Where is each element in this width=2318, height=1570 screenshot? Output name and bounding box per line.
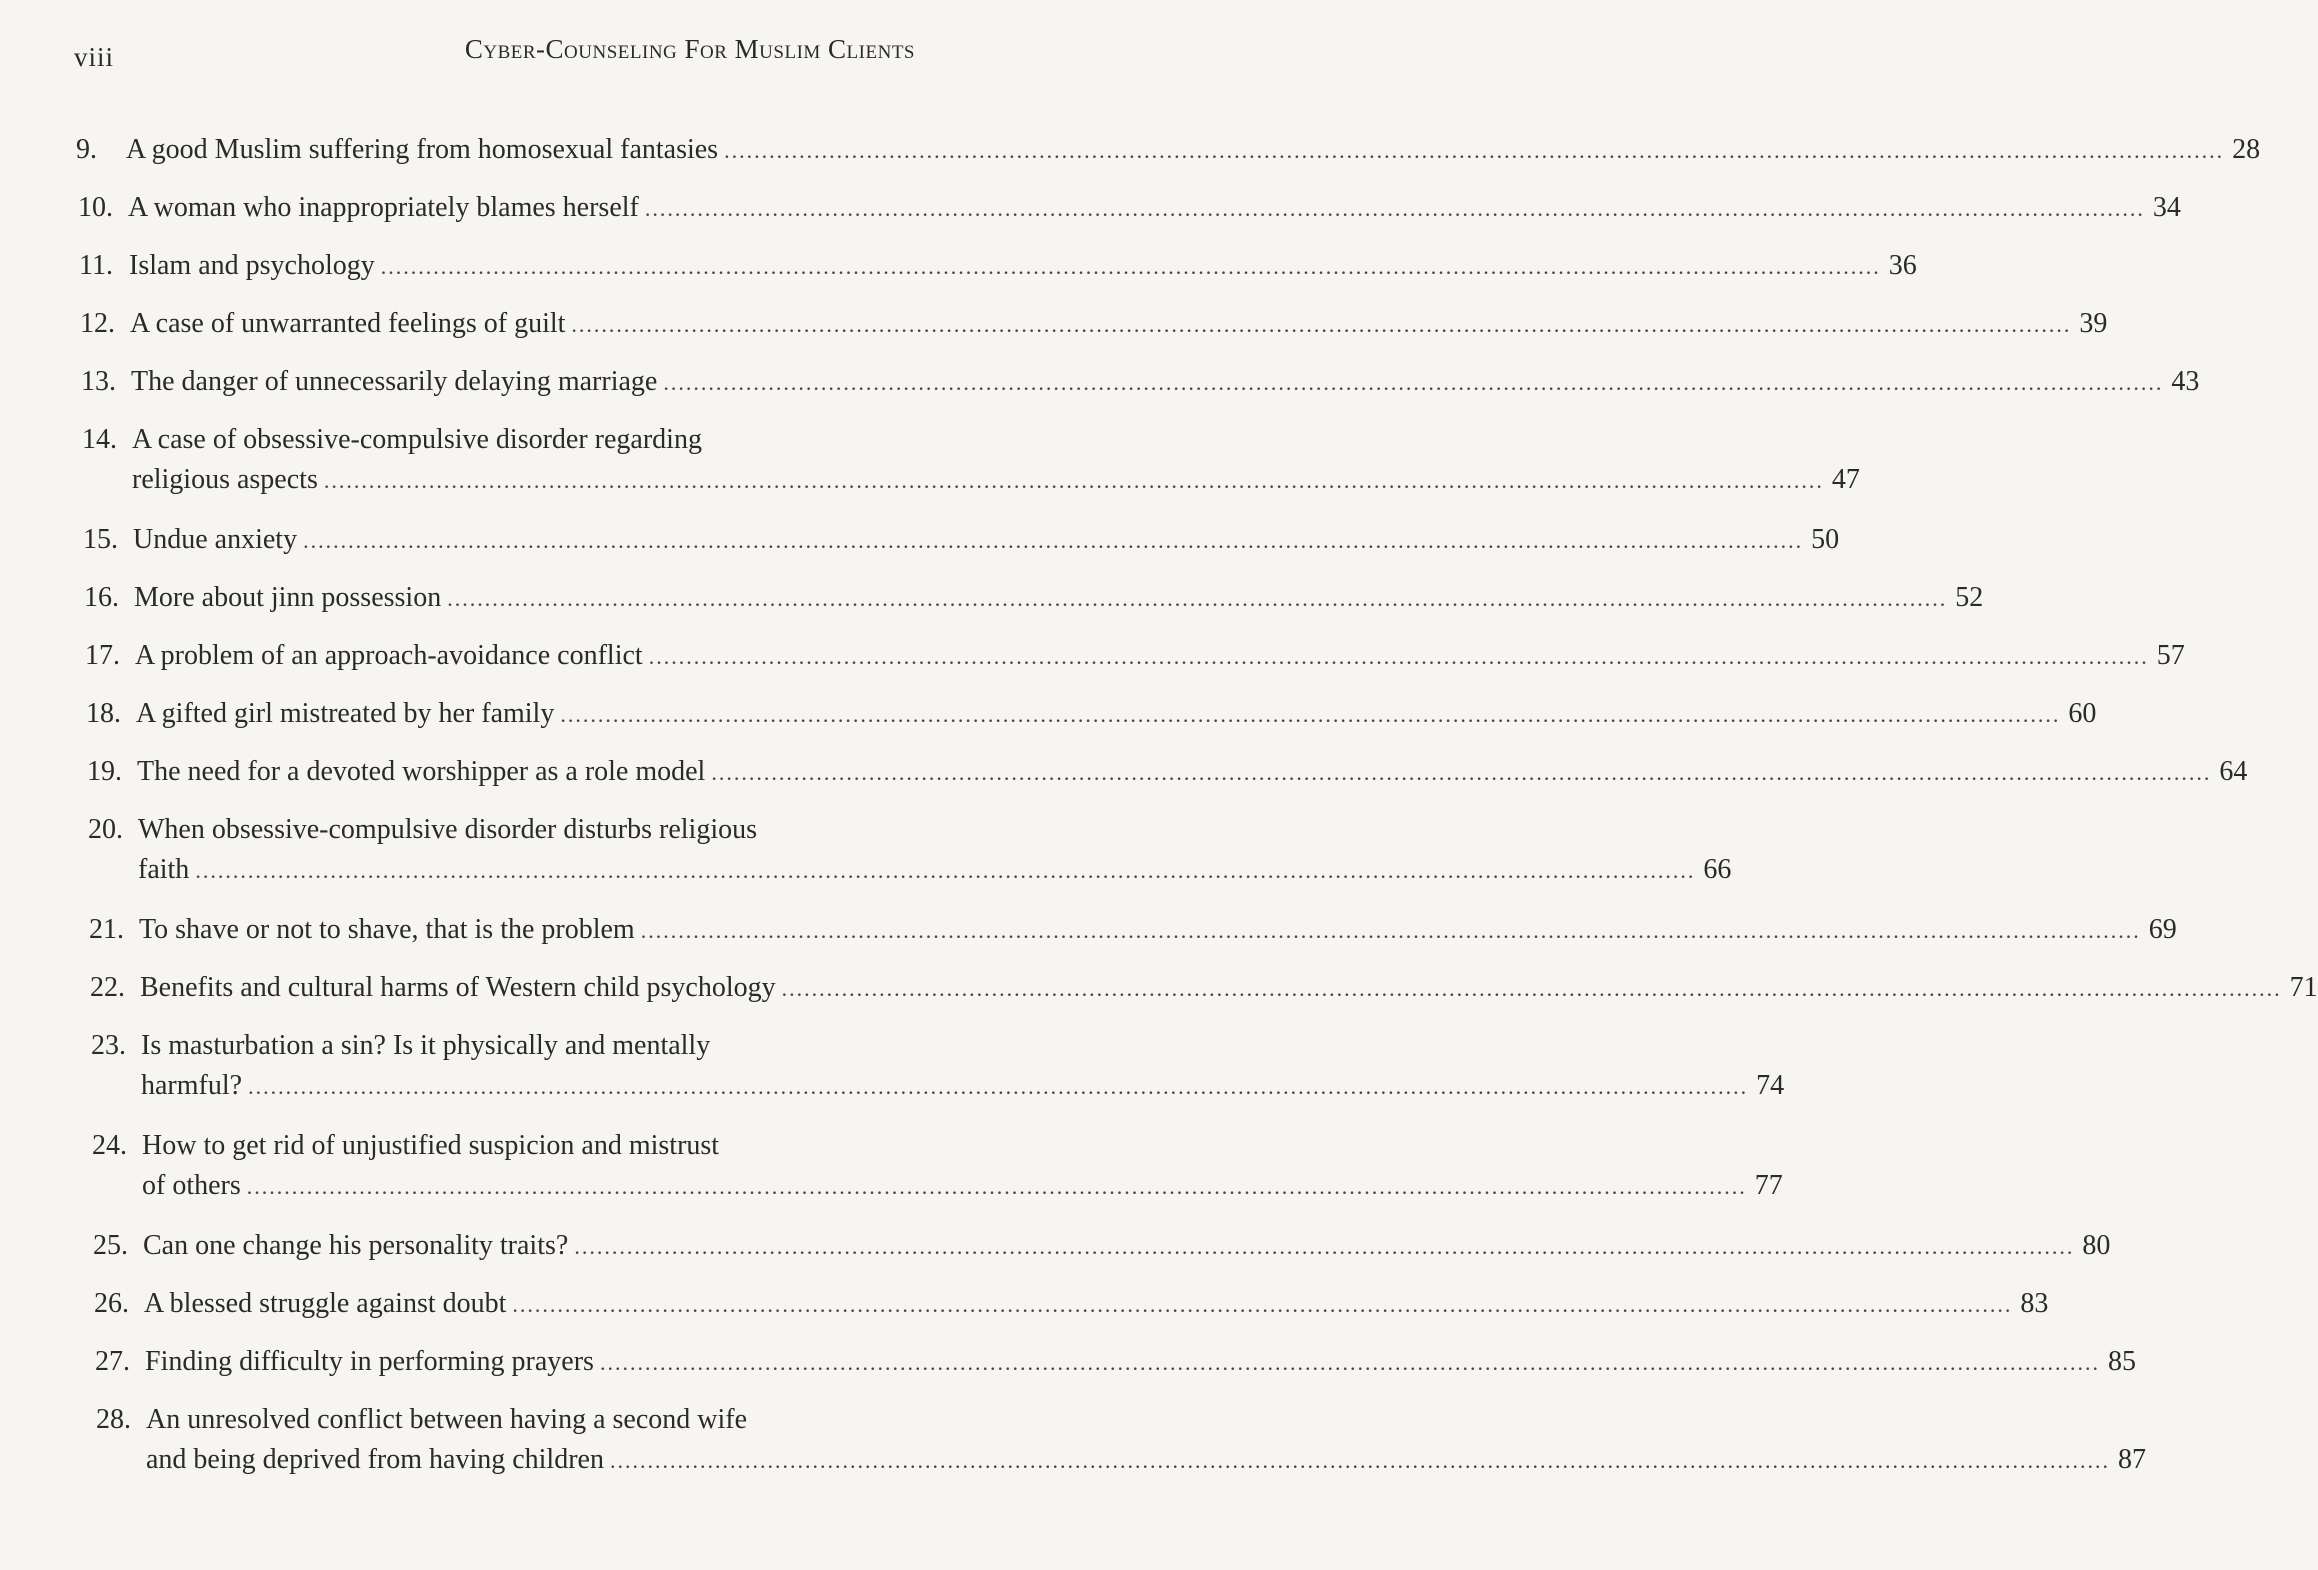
toc-entry [88, 810, 1732, 891]
dot-leader: ........................................................................................................................................................................................................ [571, 312, 2072, 337]
toc-entry-title-line1: An unresolved conflict between having a second wife [146, 1404, 748, 1435]
toc-entry [82, 420, 1860, 501]
toc-entry-number: 23. [91, 1030, 126, 1061]
toc-entry-row [78, 188, 2181, 229]
toc-entry-row [93, 1226, 2111, 1267]
toc-entry-title: Benefits and cultural harms of Western child psychology [140, 972, 776, 1003]
toc-entry-row [95, 1342, 2136, 1383]
dot-leader: ........................................................................................................................................................................................................ [560, 702, 2061, 727]
toc-entry-title: A woman who inappropriately blames herself [128, 192, 639, 223]
toc-entry-number: 13. [81, 366, 116, 397]
toc-entry [93, 1226, 2111, 1267]
toc-entry-page-number: 50 [1811, 524, 1840, 555]
toc-entry-row [87, 752, 2248, 793]
toc-entry-page-number: 66 [1703, 854, 1732, 885]
toc-entry-page-number: 28 [2232, 134, 2261, 165]
toc-entry-row [81, 362, 2200, 403]
toc-entry-number: 25. [93, 1230, 128, 1261]
toc-entry-row [94, 1284, 2049, 1325]
toc-entry [85, 636, 2185, 677]
dot-leader: ........................................................................................................................................................................................................ [248, 1074, 1749, 1099]
toc-entry-page-number: 69 [2148, 914, 2177, 945]
toc-entry-number: 27. [95, 1346, 130, 1377]
toc-entry-row [89, 910, 2177, 951]
toc-entry-row [84, 578, 1984, 619]
toc-entry [91, 1026, 1785, 1107]
dot-leader: ........................................................................................................................................................................................................ [663, 370, 2164, 395]
toc-entry-title-line1: When obsessive-compulsive disorder disturbs religious [138, 814, 758, 845]
dot-leader: ........................................................................................................................................................................................................ [246, 1174, 1747, 1199]
toc-entry [78, 188, 2181, 229]
toc-entry-number: 11. [79, 250, 113, 281]
toc-entry-page-number: 64 [2219, 756, 2248, 787]
toc-entry-title: A blessed struggle against doubt [144, 1288, 507, 1319]
toc-entry-number: 21. [89, 914, 124, 945]
toc-entry-title: religious aspects [132, 464, 318, 495]
toc-entry-title: Islam and psychology [129, 250, 375, 281]
dot-leader: ........................................................................................................................................................................................................ [303, 528, 1804, 553]
toc-entry-row [83, 520, 1840, 561]
page-header [74, 34, 915, 74]
toc-entry-number: 26. [94, 1288, 129, 1319]
toc-entry [90, 968, 2318, 1009]
toc-entry [89, 910, 2177, 951]
toc-entry-page-number: 80 [2082, 1230, 2111, 1261]
toc-entry-title: harmful? [141, 1070, 243, 1101]
toc-entry-row [82, 460, 1860, 501]
toc-entry-page-number: 77 [1754, 1170, 1783, 1201]
toc-entry-number: 16. [84, 582, 119, 613]
dot-leader: ........................................................................................................................................................................................................ [574, 1234, 2075, 1259]
dot-leader: ........................................................................................................................................................................................................ [609, 1448, 2110, 1473]
toc-entry-row [90, 968, 2318, 1009]
toc-entry-row [85, 636, 2185, 677]
toc-entry-number: 15. [83, 524, 118, 555]
toc-entry-row [80, 304, 2108, 345]
toc-entry [76, 130, 2261, 171]
dot-leader: ........................................................................................................................................................................................................ [323, 468, 1824, 493]
dot-leader: ........................................................................................................................................................................................................ [512, 1292, 2013, 1317]
toc-entry [84, 578, 1984, 619]
toc-entry [92, 1126, 1783, 1207]
toc-entry-number: 17. [85, 640, 120, 671]
toc-entry-title: Finding difficulty in performing prayers [145, 1346, 594, 1377]
toc-entry-title: of others [142, 1170, 241, 1201]
toc-entry [96, 1400, 2146, 1481]
toc-entry-page-number: 74 [1756, 1070, 1785, 1101]
toc-entry-number: 28. [96, 1404, 131, 1435]
dot-leader: ........................................................................................................................................................................................................ [380, 254, 1881, 279]
dot-leader: ........................................................................................................................................................................................................ [711, 760, 2212, 785]
toc-entry-title: To shave or not to shave, that is the problem [139, 914, 635, 945]
toc-entry-title: The need for a devoted worshipper as a role model [137, 756, 706, 787]
toc-entry-page-number: 83 [2020, 1288, 2049, 1319]
toc-entry-number: 20. [88, 814, 123, 845]
toc-entry-title: and being deprived from having children [146, 1444, 604, 1475]
toc-entry-row [96, 1440, 2146, 1481]
dot-leader: ........................................................................................................................................................................................................ [644, 196, 2145, 221]
toc-entry-number: 24. [92, 1130, 127, 1161]
toc-entry [95, 1342, 2136, 1383]
toc-entry-number: 9. [76, 134, 97, 165]
toc-entry [86, 694, 2097, 735]
dot-leader: ........................................................................................................................................................................................................ [781, 976, 2282, 1001]
toc-entry-title: Undue anxiety [133, 524, 298, 555]
running-title: Cyber-Counseling For Muslim Clients [464, 34, 915, 64]
toc-entry-number: 22. [90, 972, 125, 1003]
toc-entry-title: A case of unwarranted feelings of guilt [130, 308, 566, 339]
toc-entry-number: 19. [87, 756, 122, 787]
toc-entry-title-line1: How to get rid of unjustified suspicion and mistrust [142, 1130, 720, 1161]
page-number: viii [74, 42, 115, 72]
toc-entry [79, 246, 1917, 287]
toc-entry-row [92, 1166, 1783, 1207]
toc-entry-title: A problem of an approach-avoidance conflict [135, 640, 643, 671]
toc-entry-page-number: 57 [2156, 640, 2185, 671]
toc-entry-page-number: 71 [2289, 972, 2318, 1003]
dot-leader: ........................................................................................................................................................................................................ [195, 858, 1696, 883]
toc-entry-row [79, 246, 1917, 287]
toc-entry-page-number: 43 [2171, 366, 2200, 397]
toc-entry-page-number: 60 [2068, 698, 2097, 729]
toc-entry-page-number: 85 [2107, 1346, 2136, 1377]
toc-entry-page-number: 87 [2117, 1444, 2146, 1475]
toc-entry-row [76, 130, 2261, 171]
toc-entry-title-line1: Is masturbation a sin? Is it physically and mentally [141, 1030, 711, 1061]
toc-entry [80, 304, 2108, 345]
toc-entry-page-number: 39 [2079, 308, 2108, 339]
toc-entry [81, 362, 2200, 403]
dot-leader: ........................................................................................................................................................................................................ [640, 918, 2141, 943]
toc-entry-title-line1: A case of obsessive-compulsive disorder regarding [132, 424, 702, 455]
toc-entry-number: 12. [80, 308, 115, 339]
dot-leader: ........................................................................................................................................................................................................ [724, 138, 2225, 163]
toc-entry-title: More about jinn possession [134, 582, 442, 613]
toc-entry-page-number: 52 [1955, 582, 1984, 613]
toc-entry-row [88, 850, 1732, 891]
toc-entry-title: A good Muslim suffering from homosexual fantasies [126, 134, 719, 165]
toc-entry-title: Can one change his personality traits? [143, 1230, 569, 1261]
toc-entry-number: 18. [86, 698, 121, 729]
toc-entry-title: faith [138, 854, 190, 885]
toc-entry [83, 520, 1840, 561]
toc-entry-title: A gifted girl mistreated by her family [136, 698, 555, 729]
toc-entry-row [91, 1066, 1785, 1107]
dot-leader: ........................................................................................................................................................................................................ [599, 1350, 2100, 1375]
toc-entry-number: 10. [78, 192, 113, 223]
toc-entry [94, 1284, 2049, 1325]
dot-leader: ........................................................................................................................................................................................................ [447, 586, 1948, 611]
toc-entry-title: The danger of unnecessarily delaying marriage [131, 366, 658, 397]
toc-entry-page-number: 36 [1888, 250, 1917, 281]
toc-entry-row [86, 694, 2097, 735]
dot-leader: ........................................................................................................................................................................................................ [648, 644, 2149, 669]
toc-entry-page-number: 47 [1831, 464, 1860, 495]
toc-entry-number: 14. [82, 424, 117, 455]
toc-entry-page-number: 34 [2152, 192, 2181, 223]
toc-entry [87, 752, 2248, 793]
